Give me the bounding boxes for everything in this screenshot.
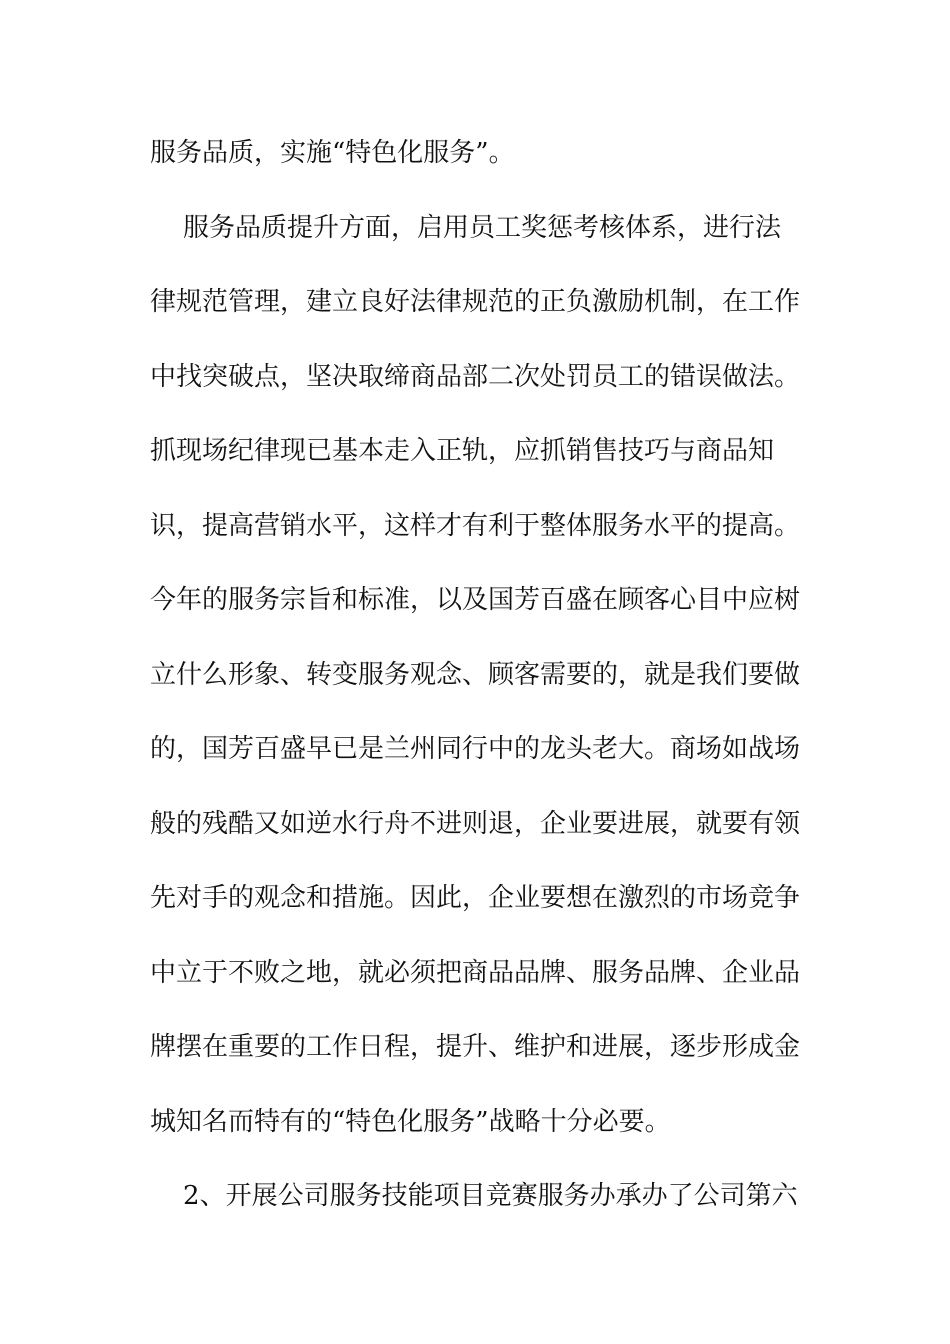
text-line: 般的残酷又如逆水行舟不进则退，企业要进展，就要有领: [150, 808, 801, 839]
text-line: 2、开展公司服务技能项目竞赛服务办承办了公司第六: [150, 1181, 798, 1211]
text-line: 中立于不败之地，就必须把商品品牌、服务品牌、企业品: [150, 957, 801, 988]
text-line: 城知名而特有的“特色化服务”战略十分必要。: [150, 1106, 671, 1137]
body-text: [150, 129, 810, 1247]
text-line: 先对手的观念和措施。因此，企业要想在激烈的市场竞争: [150, 883, 801, 913]
text-line: 今年的服务宗旨和标准，以及国芳百盛在顾客心目中应树: [150, 585, 801, 615]
text-line: 服务品质提升方面，启用员工奖惩考核体系，进行法: [150, 212, 782, 243]
text-line: 服务品质，实施“特色化服务”。: [150, 138, 515, 168]
text-line: 的，国芳百盛早已是兰州同行中的龙头老大。商场如战场: [150, 734, 801, 764]
text-line: 牌摆在重要的工作日程，提升、维护和进展，逐步形成金: [150, 1032, 801, 1062]
text-line: 律规范管理，建立良好法律规范的正负激励机制，在工作: [150, 287, 801, 317]
text-line: 立什么形象、转变服务观念、顾客需要的，就是我们要做: [150, 659, 801, 690]
text-line: 识，提高营销水平，这样才有利于整体服务水平的提高。: [150, 510, 801, 541]
text-line: 中找突破点，坚决取缔商品部二次处罚员工的错误做法。: [150, 361, 801, 392]
text-line: 抓现场纪律现已基本走入正轨，应抓销售技巧与商品知: [150, 436, 775, 466]
